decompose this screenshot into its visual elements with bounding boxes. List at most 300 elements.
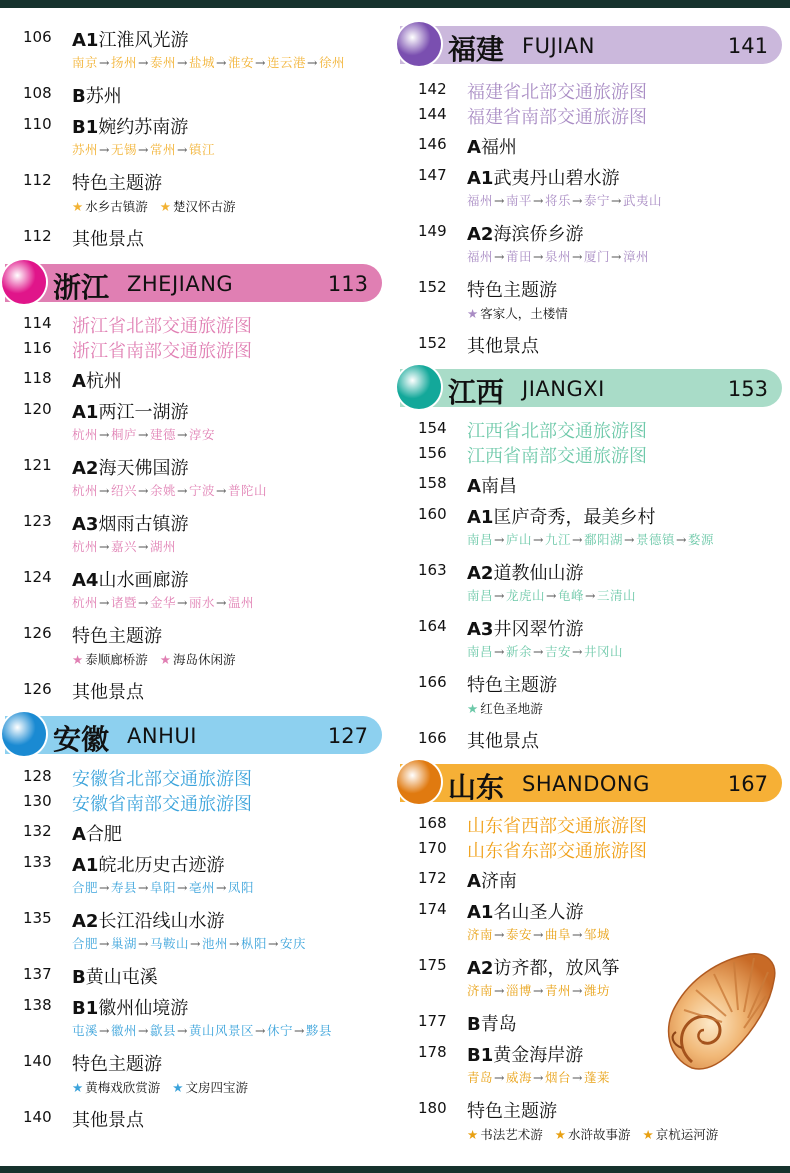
arrow-icon: → — [177, 142, 188, 157]
section-banner — [400, 26, 782, 64]
entry-name: 合肥 — [85, 824, 122, 845]
section-page: 127 — [327, 724, 368, 748]
route-city: 亳州 — [189, 880, 216, 895]
entry-title[interactable] — [72, 994, 188, 1020]
bottom-bar — [0, 1166, 790, 1173]
route-city: 连云港 — [267, 55, 307, 70]
theme-item[interactable]: 楚汉怀古游 — [172, 199, 236, 214]
route-city: 巢湖 — [111, 936, 138, 951]
entry-title[interactable] — [467, 559, 583, 585]
page-number: 152 — [418, 278, 447, 296]
route-city: 池州 — [202, 936, 229, 951]
section-title-en: ZHEJIANG — [127, 272, 234, 296]
route-city: 杭州 — [72, 595, 99, 610]
page-number: 126 — [23, 624, 52, 642]
arrow-icon: → — [494, 588, 505, 603]
entry-title[interactable] — [72, 851, 224, 877]
route-city: 扬州 — [111, 55, 138, 70]
entry-title[interactable] — [467, 276, 557, 302]
route-line — [72, 140, 215, 158]
page-number: 178 — [418, 1043, 447, 1061]
entry-code: A1 — [72, 30, 99, 51]
route-line — [72, 53, 345, 71]
entry-code: A — [467, 476, 481, 497]
entry-title[interactable] — [467, 615, 583, 641]
section-orb-icon — [2, 260, 46, 304]
arrow-icon: → — [216, 483, 227, 498]
theme-item[interactable]: 书法艺术游 — [480, 1127, 543, 1142]
entry-code: B1 — [72, 117, 99, 138]
entry-name: 特色主题游 — [72, 1054, 162, 1075]
route-city: 泰宁 — [584, 193, 611, 208]
theme-item[interactable]: 黄梅戏欣赏游 — [85, 1080, 161, 1095]
entry-title[interactable] — [467, 1041, 583, 1067]
page-number: 112 — [23, 227, 52, 245]
arrow-icon: → — [624, 532, 635, 547]
map-link[interactable]: 山东省东部交通旅游图 — [467, 841, 647, 862]
section-orb-icon — [397, 22, 441, 66]
arrow-icon: → — [294, 1023, 305, 1038]
theme-item[interactable]: 海岛休闲游 — [172, 652, 236, 667]
route-city: 盐城 — [189, 55, 216, 70]
entry-name: 其他景点 — [72, 682, 144, 703]
section-title-cn: 山东 — [448, 771, 505, 804]
page-number: 166 — [418, 729, 447, 747]
route-city: 镇江 — [189, 142, 216, 157]
entry-title[interactable] — [467, 727, 539, 753]
arrow-icon: → — [229, 936, 240, 951]
entry-title[interactable] — [467, 954, 619, 980]
page-number: 106 — [23, 28, 52, 46]
section-banner — [400, 369, 782, 407]
map-link[interactable]: 江西省南部交通旅游图 — [467, 446, 647, 467]
page-number: 112 — [23, 171, 52, 189]
route-city: 安庆 — [280, 936, 307, 951]
map-link[interactable]: 浙江省北部交通旅游图 — [72, 316, 252, 337]
entry-name: 苏州 — [85, 86, 122, 107]
arrow-icon: → — [533, 193, 544, 208]
arrow-icon: → — [572, 644, 583, 659]
entry-title[interactable] — [72, 113, 188, 139]
route-city: 金华 — [150, 595, 177, 610]
arrow-icon: → — [177, 483, 188, 498]
section-title-cn: 江西 — [448, 376, 505, 409]
page-number: 126 — [23, 680, 52, 698]
entry-title[interactable] — [467, 332, 539, 358]
route-line — [467, 586, 636, 604]
page-number: 168 — [418, 814, 447, 832]
theme-item[interactable]: 红色圣地游 — [480, 701, 543, 716]
route-city: 屯溪 — [72, 1023, 99, 1038]
entry-title[interactable] — [72, 622, 162, 648]
entry-name: 青岛 — [480, 1014, 517, 1035]
theme-item[interactable]: 泰顺廊桥游 — [85, 652, 148, 667]
entry-title[interactable] — [72, 82, 122, 108]
star-icon: ★ — [467, 1127, 479, 1142]
entry-title[interactable] — [467, 1097, 557, 1123]
entry-code: A1 — [467, 507, 494, 528]
map-link[interactable]: 安徽省北部交通旅游图 — [72, 769, 252, 790]
route-city: 三清山 — [597, 588, 637, 603]
arrow-icon: → — [177, 595, 188, 610]
arrow-icon: → — [216, 880, 227, 895]
entry-name: 福州 — [480, 137, 517, 158]
route-city: 徐州 — [319, 55, 346, 70]
star-icon: ★ — [72, 199, 84, 214]
route-city: 黄山风景区 — [189, 1023, 255, 1038]
arrow-icon: → — [99, 142, 110, 157]
page-number: 163 — [418, 561, 447, 579]
route-city: 杭州 — [72, 539, 99, 554]
route-line — [72, 537, 176, 555]
page-number: 132 — [23, 822, 52, 840]
route-city: 龙虎山 — [506, 588, 546, 603]
route-city: 普陀山 — [228, 483, 268, 498]
page-number: 128 — [23, 767, 52, 785]
entry-title[interactable] — [467, 867, 517, 893]
map-link[interactable]: 山东省西部交通旅游图 — [467, 816, 647, 837]
route-line — [467, 530, 714, 548]
arrow-icon: → — [533, 983, 544, 998]
route-city: 诸暨 — [111, 595, 138, 610]
star-icon: ★ — [72, 652, 84, 667]
entry-code: A2 — [467, 958, 494, 979]
entry-code: A1 — [72, 402, 99, 423]
arrow-icon: → — [611, 193, 622, 208]
entry-title[interactable] — [72, 169, 162, 195]
theme-item[interactable]: 文房四宝游 — [185, 1080, 248, 1095]
entry-code: A2 — [467, 224, 494, 245]
page-number: 138 — [23, 996, 52, 1014]
arrow-icon: → — [494, 249, 505, 264]
route-line — [467, 191, 662, 209]
route-line — [467, 642, 623, 660]
entry-name: 两江一湖游 — [98, 402, 189, 423]
route-city: 武夷山 — [623, 193, 663, 208]
route-city: 新余 — [506, 644, 533, 659]
section-orb-icon — [397, 760, 441, 804]
arrow-icon: → — [99, 55, 110, 70]
arrow-icon: → — [99, 1023, 110, 1038]
entry-code: B1 — [467, 1045, 494, 1066]
arrow-icon: → — [138, 936, 149, 951]
arrow-icon: → — [177, 55, 188, 70]
route-city: 庐山 — [506, 532, 533, 547]
route-city: 淮安 — [228, 55, 255, 70]
route-city: 九江 — [545, 532, 572, 547]
section-banner — [5, 264, 382, 302]
section-title-cn: 福建 — [448, 33, 505, 66]
section-banner — [400, 764, 782, 802]
arrow-icon: → — [572, 983, 583, 998]
entry-code: A — [467, 137, 481, 158]
arrow-icon: → — [494, 983, 505, 998]
entry-code: A3 — [467, 619, 494, 640]
star-icon: ★ — [159, 199, 171, 214]
page-number: 116 — [23, 339, 52, 357]
page-number: 172 — [418, 869, 447, 887]
star-icon: ★ — [72, 1080, 84, 1095]
arrow-icon: → — [190, 936, 201, 951]
entry-title[interactable] — [467, 503, 655, 529]
entry-title[interactable] — [72, 1106, 144, 1132]
route-city: 丽水 — [189, 595, 216, 610]
arrow-icon: → — [307, 55, 318, 70]
entry-title[interactable] — [72, 454, 188, 480]
theme-list — [72, 197, 247, 215]
route-city: 阜阳 — [150, 880, 177, 895]
arrow-icon: → — [216, 55, 227, 70]
route-city: 南昌 — [467, 532, 494, 547]
section-title-en: JIANGXI — [522, 377, 605, 401]
arrow-icon: → — [268, 936, 279, 951]
entry-name: 杭州 — [85, 371, 122, 392]
theme-item[interactable]: 水乡古镇游 — [85, 199, 148, 214]
section-title-cn: 安徽 — [53, 723, 110, 756]
route-city: 福州 — [467, 249, 494, 264]
route-city: 潍坊 — [584, 983, 611, 998]
section-orb-icon — [397, 365, 441, 409]
star-icon: ★ — [172, 1080, 184, 1095]
page-number: 158 — [418, 474, 447, 492]
arrow-icon: → — [138, 1023, 149, 1038]
entry-name: 道教仙山游 — [493, 563, 584, 584]
section-title-en: SHANDONG — [522, 772, 650, 796]
route-city: 龟峰 — [558, 588, 585, 603]
route-city: 淄博 — [506, 983, 533, 998]
entry-name: 海滨侨乡游 — [493, 224, 584, 245]
entry-name: 黄金海岸游 — [493, 1045, 584, 1066]
entry-title[interactable] — [467, 133, 517, 159]
entry-title[interactable] — [467, 164, 619, 190]
arrow-icon: → — [138, 595, 149, 610]
entry-name: 江淮风光游 — [98, 30, 189, 51]
route-city: 烟台 — [545, 1070, 572, 1085]
arrow-icon: → — [177, 427, 188, 442]
arrow-icon: → — [138, 483, 149, 498]
page-number: 174 — [418, 900, 447, 918]
theme-item[interactable]: 京杭运河游 — [655, 1127, 719, 1142]
page-number: 175 — [418, 956, 447, 974]
entry-title[interactable] — [72, 907, 224, 933]
route-city: 绍兴 — [111, 483, 138, 498]
section-page: 153 — [727, 377, 768, 401]
arrow-icon: → — [494, 644, 505, 659]
route-city: 景德镇 — [636, 532, 676, 547]
route-city: 漳州 — [623, 249, 650, 264]
entry-code: B1 — [72, 998, 99, 1019]
route-city: 桐庐 — [111, 427, 138, 442]
route-city: 无锡 — [111, 142, 138, 157]
route-city: 马鞍山 — [150, 936, 190, 951]
theme-item[interactable]: 水浒故事游 — [567, 1127, 631, 1142]
route-city: 曲阜 — [545, 927, 572, 942]
arrow-icon: → — [255, 55, 266, 70]
entry-name: 其他景点 — [72, 229, 144, 250]
theme-list — [72, 650, 247, 668]
route-city: 余姚 — [150, 483, 177, 498]
route-line — [72, 593, 254, 611]
arrow-icon: → — [572, 1070, 583, 1085]
entry-code: A2 — [467, 563, 494, 584]
entry-title[interactable] — [72, 678, 144, 704]
entry-name: 婉约苏南游 — [98, 117, 189, 138]
arrow-icon: → — [99, 427, 110, 442]
entry-code: A — [72, 371, 86, 392]
arrow-icon: → — [533, 1070, 544, 1085]
entry-code: B — [72, 967, 86, 988]
route-city: 嘉兴 — [111, 539, 138, 554]
entry-title[interactable] — [72, 26, 188, 52]
route-city: 南京 — [72, 55, 99, 70]
page-number: 108 — [23, 84, 52, 102]
arrow-icon: → — [572, 193, 583, 208]
entry-title[interactable] — [72, 510, 188, 536]
map-link[interactable]: 安徽省南部交通旅游图 — [72, 794, 252, 815]
route-line — [72, 481, 267, 499]
route-city: 寿县 — [111, 880, 138, 895]
route-city: 莆田 — [506, 249, 533, 264]
arrow-icon: → — [494, 927, 505, 942]
entry-name: 南昌 — [480, 476, 517, 497]
page-number: 140 — [23, 1052, 52, 1070]
route-city: 蓬莱 — [584, 1070, 611, 1085]
route-city: 黟县 — [306, 1023, 333, 1038]
page-number: 140 — [23, 1108, 52, 1126]
route-city: 婺源 — [688, 532, 715, 547]
arrow-icon: → — [572, 927, 583, 942]
arrow-icon: → — [99, 483, 110, 498]
route-city: 井冈山 — [584, 644, 624, 659]
page-number: 152 — [418, 334, 447, 352]
theme-list — [467, 699, 555, 717]
theme-list — [467, 1125, 730, 1143]
section-page: 141 — [727, 34, 768, 58]
page-number: 149 — [418, 222, 447, 240]
route-city: 济南 — [467, 927, 494, 942]
entry-name: 山水画廊游 — [98, 570, 189, 591]
arrow-icon: → — [99, 936, 110, 951]
entry-name: 烟雨古镇游 — [98, 514, 189, 535]
entry-title[interactable] — [467, 671, 557, 697]
seashell-icon — [662, 950, 782, 1075]
page-number: 118 — [23, 369, 52, 387]
route-city: 厦门 — [584, 249, 611, 264]
entry-code: A1 — [72, 855, 99, 876]
theme-list — [467, 304, 580, 322]
entry-title[interactable] — [72, 225, 144, 251]
entry-name: 武夷丹山碧水游 — [493, 168, 620, 189]
route-line — [467, 1068, 610, 1086]
route-city: 凤阳 — [228, 880, 255, 895]
entry-title[interactable] — [72, 1050, 162, 1076]
map-link[interactable]: 福建省北部交通旅游图 — [467, 82, 647, 103]
theme-list — [72, 1078, 260, 1096]
arrow-icon: → — [533, 532, 544, 547]
route-line — [72, 425, 215, 443]
route-city: 南昌 — [467, 588, 494, 603]
star-icon: ★ — [159, 652, 171, 667]
entry-name: 特色主题游 — [467, 1101, 557, 1122]
route-city: 湖州 — [150, 539, 177, 554]
entry-name: 济南 — [480, 871, 517, 892]
entry-code: A1 — [467, 902, 494, 923]
section-orb-icon — [2, 712, 46, 756]
star-icon: ★ — [554, 1127, 566, 1142]
map-link[interactable]: 浙江省南部交通旅游图 — [72, 341, 252, 362]
page-number: 177 — [418, 1012, 447, 1030]
entry-name: 匡庐奇秀，最美乡村 — [493, 507, 656, 528]
entry-title[interactable] — [467, 472, 517, 498]
route-city: 常州 — [150, 142, 177, 157]
entry-title[interactable] — [72, 566, 188, 592]
entry-name: 特色主题游 — [467, 280, 557, 301]
entry-title[interactable] — [467, 220, 583, 246]
page-number: 147 — [418, 166, 447, 184]
entry-title[interactable] — [467, 898, 583, 924]
entry-name: 徽州仙境游 — [98, 998, 189, 1019]
route-city: 青州 — [545, 983, 572, 998]
entry-title[interactable] — [72, 367, 122, 393]
map-link[interactable]: 江西省北部交通旅游图 — [467, 421, 647, 442]
arrow-icon: → — [216, 595, 227, 610]
entry-title[interactable] — [72, 963, 158, 989]
arrow-icon: → — [494, 1070, 505, 1085]
page-number: 164 — [418, 617, 447, 635]
entry-name: 井冈翠竹游 — [493, 619, 584, 640]
route-city: 福州 — [467, 193, 494, 208]
entry-title[interactable] — [467, 1010, 517, 1036]
entry-code: A2 — [72, 911, 99, 932]
page-number: 130 — [23, 792, 52, 810]
entry-name: 其他景点 — [467, 731, 539, 752]
entry-code: A4 — [72, 570, 99, 591]
page-number: 160 — [418, 505, 447, 523]
entry-name: 海天佛国游 — [98, 458, 189, 479]
arrow-icon: → — [533, 249, 544, 264]
route-city: 杭州 — [72, 483, 99, 498]
section-title-en: ANHUI — [127, 724, 197, 748]
arrow-icon: → — [138, 55, 149, 70]
page-number: 180 — [418, 1099, 447, 1117]
route-city: 苏州 — [72, 142, 99, 157]
page-number: 135 — [23, 909, 52, 927]
star-icon: ★ — [467, 306, 479, 321]
section-banner — [5, 716, 382, 754]
entry-name: 访齐都，放风筝 — [493, 958, 620, 979]
route-city: 歙县 — [150, 1023, 177, 1038]
arrow-icon: → — [138, 427, 149, 442]
entry-title[interactable] — [72, 398, 188, 424]
entry-title[interactable] — [72, 820, 122, 846]
route-city: 温州 — [228, 595, 255, 610]
route-city: 威海 — [506, 1070, 533, 1085]
route-line — [72, 1021, 332, 1039]
route-city: 南平 — [506, 193, 533, 208]
star-icon: ★ — [642, 1127, 654, 1142]
entry-name: 其他景点 — [467, 336, 539, 357]
arrow-icon: → — [572, 249, 583, 264]
route-city: 邹城 — [584, 927, 611, 942]
theme-item[interactable]: 客家人，土楼情 — [480, 306, 568, 321]
page-number: 120 — [23, 400, 52, 418]
entry-name: 其他景点 — [72, 1110, 144, 1131]
section-title-cn: 浙江 — [53, 271, 110, 304]
map-link[interactable]: 福建省南部交通旅游图 — [467, 107, 647, 128]
route-line — [467, 925, 610, 943]
page-number: 114 — [23, 314, 52, 332]
route-city: 泰安 — [506, 927, 533, 942]
